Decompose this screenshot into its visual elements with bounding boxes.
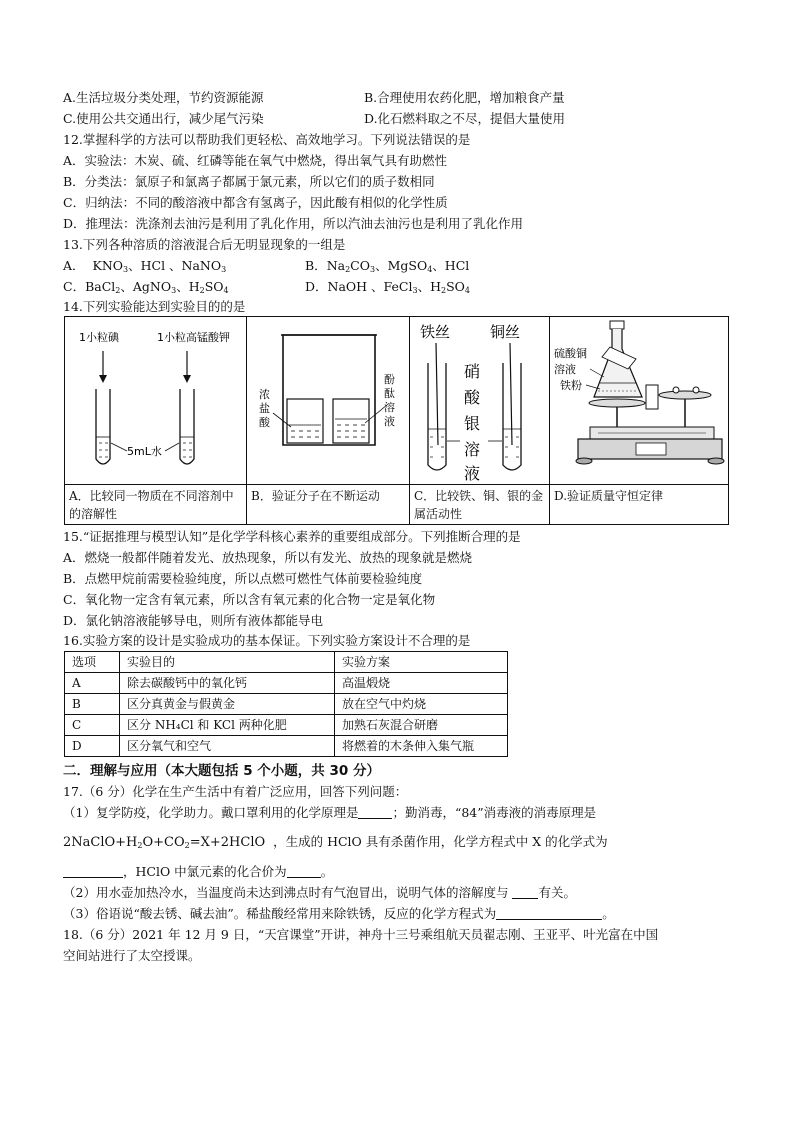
- period: 。: [602, 906, 615, 921]
- q17-part-2-text: （2）用水壶加热冷水，当温度尚未达到沸点时有气泡冒出，说明气体的溶解度与: [63, 885, 509, 900]
- table-header: 实验方案: [335, 652, 508, 673]
- figure-b-hcl-label: [259, 387, 271, 429]
- figure-d-caption: D.验证质量守恒定律: [550, 484, 728, 525]
- table-cell: C: [65, 715, 120, 736]
- q12-option-a: A．实验法：木炭、硫、红磷等能在氧气中燃烧，得出氧气具有助燃性: [63, 153, 448, 168]
- figure-d-cuso4-label: 硫酸铜: [554, 347, 587, 360]
- q17-part-2-line: [63, 884, 576, 902]
- table-row: [65, 715, 508, 736]
- figure-a-kmno4-label: 1小粒高锰酸钾: [157, 331, 230, 344]
- q15-option-c: C．氧化物一定含有氧元素，所以含有氧元素的化合物一定是氧化物: [63, 592, 436, 607]
- figure-a-dissolution: [65, 317, 247, 484]
- table-cell: 区分氧气和空气: [120, 736, 335, 757]
- q17-part-3-line: [63, 905, 615, 923]
- q13-stem: 13.下列各种溶质的溶液混合后无明显现象的一组是: [63, 237, 346, 252]
- svg-text:硝: 硝: [464, 362, 481, 381]
- table-cell: D: [65, 736, 120, 757]
- figure-d-iron-powder-label: 铁粉: [560, 379, 582, 392]
- q11-option-a: A.生活垃圾分类处理，节约资源能源: [63, 90, 264, 105]
- answer-blank[interactable]: [358, 805, 392, 819]
- figure-c-copper-label: 铜丝: [490, 323, 521, 341]
- q12-option-b: B．分类法：氯原子和氯离子都属于氯元素，所以它们的质子数相同: [63, 174, 435, 189]
- svg-text:酸: 酸: [464, 388, 481, 407]
- q12-option-d: D．推理法：洗涤剂去油污是利用了乳化作用，所以汽油去油污也是利用了乳化作用: [63, 216, 524, 231]
- svg-text:液: 液: [384, 415, 395, 428]
- figure-a-iodine-label: 1小粒碘: [79, 331, 119, 344]
- q13-options-row-1: [63, 257, 663, 279]
- q15-option-a: A．燃烧一般都伴随着发光、放热现象，所以有发光、放热的现象就是燃烧: [63, 550, 473, 565]
- table-row: [65, 736, 508, 757]
- answer-blank[interactable]: [287, 864, 321, 878]
- answer-blank[interactable]: [63, 864, 123, 878]
- table-header: 实验目的: [120, 652, 335, 673]
- section-2-heading: 二．理解与应用（本大题包括 5 个小题，共 30 分）: [63, 763, 380, 779]
- figure-b-phenolphthalein-label: [384, 373, 395, 428]
- q13-options-row-2: [63, 278, 663, 300]
- figure-a-caption: A．比较同一物质在不同溶剂中的溶解性: [65, 484, 247, 525]
- q15-stem: 15.“证据推理与模型认知”是化学学科核心素养的重要组成部分。下列推断合理的是: [63, 529, 521, 544]
- q11-options-row-2: [63, 110, 663, 128]
- q17-part-1-text-b: ；勤消毒，“84”消毒液的消毒原理是: [392, 805, 597, 820]
- table-cell: B: [65, 694, 120, 715]
- q12-stem: 12.掌握科学的方法可以帮助我们更轻松、高效地学习。下列说法错误的是: [63, 132, 471, 147]
- q16-table: [64, 651, 508, 757]
- table-cell: 区分真黄金与假黄金: [120, 694, 335, 715]
- q13-option-d: D．NaOH 、FeCl$_3$、$H_2SO_4$: [305, 279, 470, 295]
- q17-part-1-text-d: ，HClO 中氯元素的化合价为: [123, 864, 287, 879]
- answer-blank[interactable]: [496, 906, 602, 920]
- figure-a-water-label: 5mL水: [127, 445, 162, 458]
- table-cell: 区分 NH₄Cl 和 KCl 两种化肥: [120, 715, 335, 736]
- q15-option-d: D．氯化钠溶液能够导电，则所有液体都能导电: [63, 613, 324, 628]
- table-cell: 将燃着的木条伸入集气瓶: [335, 736, 508, 757]
- q17-equation-line: [63, 833, 608, 855]
- table-cell: A: [65, 673, 120, 694]
- svg-text:酸: 酸: [259, 416, 270, 429]
- figure-a-svg: [65, 317, 247, 484]
- chemical-equation: $2NaClO+H_2O+CO_2=X+2HClO$: [63, 835, 266, 850]
- table-cell: 高温煅烧: [335, 673, 508, 694]
- svg-text:银: 银: [464, 414, 481, 433]
- q18-line-1: 18.（6 分）2021 年 12 月 9 日，“天宫课堂”开讲，神舟十三号乘组航天员翟志刚、王亚平、叶光富在中国: [63, 927, 659, 942]
- table-row: [65, 694, 508, 715]
- q17-part-2-text-b: 有关。: [538, 885, 576, 900]
- figure-b-caption: B．验证分子在不断运动: [247, 484, 410, 525]
- q17-part-1-text: （1）复学防疫，化学助力。戴口罩利用的化学原理是: [63, 805, 359, 820]
- svg-text:浓: 浓: [259, 388, 270, 401]
- q12-option-c: C．归纳法：不同的酸溶液中都含有氢离子，因此酸有相似的化学性质: [63, 195, 448, 210]
- figure-d-solution-label: 溶液: [554, 363, 576, 376]
- period: 。: [320, 864, 334, 879]
- table-cell: 除去碳酸钙中的氧化钙: [120, 673, 335, 694]
- q16-stem: 16.实验方案的设计是实验成功的基本保证。下列实验方案设计不合理的是: [63, 633, 471, 648]
- q11-option-d: D.化石燃料取之不尽，提倡大量使用: [364, 111, 566, 126]
- figure-c-solution-label: [464, 362, 481, 483]
- figure-b-molecule-motion: [247, 317, 410, 484]
- q11-options-row-1: [63, 89, 663, 107]
- table-cell: 加熟石灰混合研磨: [335, 715, 508, 736]
- svg-text:酞: 酞: [384, 387, 395, 400]
- q18-line-2: 空间站进行了太空授课。: [63, 948, 201, 963]
- q17-part-1-line: [63, 804, 596, 822]
- q11-option-b: B.合理使用农药化肥，增加粮食产量: [364, 90, 565, 105]
- q17-part-3-text: （3）俗语说“酸去锈、碱去油”。稀盐酸经常用来除铁锈，反应的化学方程式为: [63, 906, 497, 921]
- q11-option-c: C.使用公共交通出行，减少尾气污染: [63, 111, 264, 126]
- svg-text:溶: 溶: [384, 401, 395, 414]
- q17-part-1-line-3: [63, 863, 333, 881]
- svg-text:酚: 酚: [384, 373, 395, 386]
- q14-stem: 14.下列实验能达到实验目的的是: [63, 299, 246, 314]
- svg-text:溶: 溶: [464, 440, 481, 459]
- table-header: 选项: [65, 652, 120, 673]
- q13-option-c: C．BaCl$_2$、AgNO$_3$、$H_2SO_4$: [63, 279, 229, 295]
- svg-text:液: 液: [464, 464, 481, 483]
- q13-option-a: A． $KNO_3$、HCl 、NaNO$_3$: [63, 258, 227, 274]
- q15-option-b: B．点燃甲烷前需要检验纯度，所以点燃可燃性气体前要检验纯度: [63, 571, 423, 586]
- figure-c-metal-activity: [410, 317, 550, 484]
- figure-b-svg: [247, 317, 410, 484]
- answer-blank[interactable]: [512, 885, 538, 899]
- svg-text:盐: 盐: [259, 402, 270, 415]
- figure-d-svg: [550, 317, 728, 484]
- table-row: [65, 673, 508, 694]
- figure-c-svg: [410, 317, 550, 484]
- table-header-row: [65, 652, 508, 673]
- q17-part-1-text-c: ，生成的 HClO 具有杀菌作用，化学方程式中 X 的化学式为: [273, 834, 608, 849]
- q17-stem: 17.（6 分）化学在生产生活中有着广泛应用，回答下列问题：: [63, 784, 408, 799]
- q14-figure-table: [64, 316, 729, 525]
- table-cell: 放在空气中灼烧: [335, 694, 508, 715]
- q13-option-b: B．$Na_2CO_3$、MgSO$_4$、HCl: [305, 258, 470, 274]
- figure-c-caption: C．比较铁、铜、银的金属活动性: [410, 484, 550, 525]
- figure-c-iron-label: 铁丝: [420, 323, 451, 341]
- figure-d-mass-conservation: [550, 317, 728, 484]
